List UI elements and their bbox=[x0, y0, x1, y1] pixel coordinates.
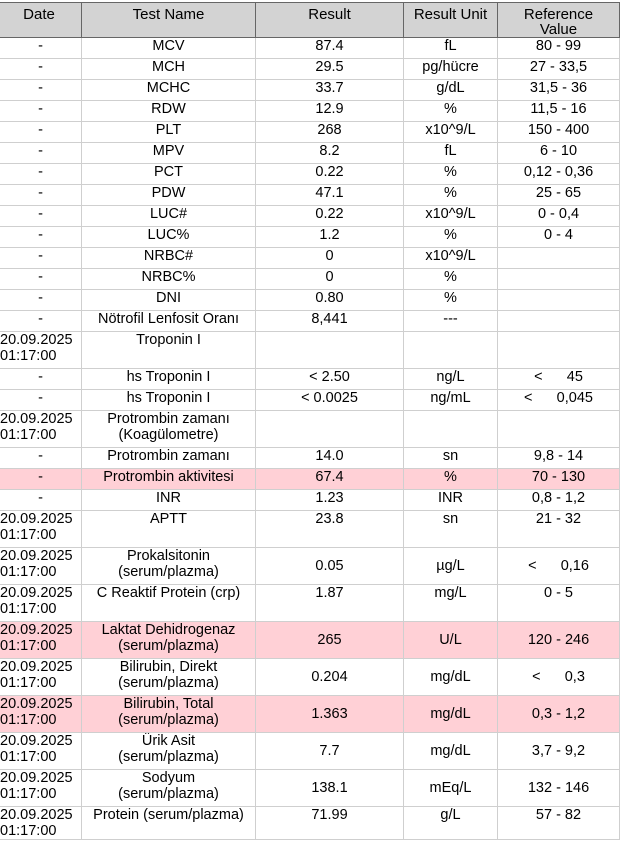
test-name-cell: PCT bbox=[82, 164, 256, 185]
test-name-cell: NRBC% bbox=[82, 269, 256, 290]
date-cell: - bbox=[0, 390, 82, 411]
table-row bbox=[0, 548, 620, 585]
table-row bbox=[0, 80, 620, 101]
table-row bbox=[0, 770, 620, 807]
date-cell: 20.09.2025 01:17:00 bbox=[0, 622, 82, 659]
date-cell: - bbox=[0, 248, 82, 269]
result-unit-cell: x10^9/L bbox=[404, 206, 498, 227]
test-name-cell: C Reaktif Protein (crp) bbox=[82, 585, 256, 622]
result-unit-cell: % bbox=[404, 469, 498, 490]
test-name-cell: PLT bbox=[82, 122, 256, 143]
test-name-cell: Ürik Asit (serum/plazma) bbox=[82, 733, 256, 770]
table-row bbox=[0, 248, 620, 269]
result-unit-cell: ng/L bbox=[404, 369, 498, 390]
reference-value-cell bbox=[498, 311, 620, 332]
result-cell: < 2.50 bbox=[256, 369, 404, 390]
reference-value-cell: < 0,045 bbox=[498, 390, 620, 411]
test-name-cell: LUC% bbox=[82, 227, 256, 248]
result-unit-cell: pg/hücre bbox=[404, 59, 498, 80]
test-name-cell: Protrombin zamanı (Koagülometre) bbox=[82, 411, 256, 448]
date-cell: - bbox=[0, 469, 82, 490]
result-unit-cell: mg/dL bbox=[404, 659, 498, 696]
date-cell: - bbox=[0, 227, 82, 248]
reference-value-cell: 0 - 4 bbox=[498, 227, 620, 248]
date-cell: - bbox=[0, 290, 82, 311]
reference-value-cell bbox=[498, 248, 620, 269]
test-name-cell: PDW bbox=[82, 185, 256, 206]
date-cell: 20.09.2025 01:17:00 bbox=[0, 411, 82, 448]
reference-value-cell: < 45 bbox=[498, 369, 620, 390]
table-row bbox=[0, 122, 620, 143]
result-unit-cell: % bbox=[404, 185, 498, 206]
result-cell: 33.7 bbox=[256, 80, 404, 101]
result-cell: 29.5 bbox=[256, 59, 404, 80]
table-row bbox=[0, 448, 620, 469]
result-cell: 1.23 bbox=[256, 490, 404, 511]
result-unit-cell: --- bbox=[404, 311, 498, 332]
test-name-cell: RDW bbox=[82, 101, 256, 122]
result-cell bbox=[256, 411, 404, 448]
result-unit-cell: mg/L bbox=[404, 585, 498, 622]
header-date: Date bbox=[0, 3, 82, 38]
test-name-cell: Bilirubin, Total (serum/plazma) bbox=[82, 696, 256, 733]
reference-value-cell: 3,7 - 9,2 bbox=[498, 733, 620, 770]
result-unit-cell: U/L bbox=[404, 622, 498, 659]
test-name-cell: LUC# bbox=[82, 206, 256, 227]
result-cell: 1.2 bbox=[256, 227, 404, 248]
result-cell: 87.4 bbox=[256, 38, 404, 59]
reference-value-cell: 0,3 - 1,2 bbox=[498, 696, 620, 733]
table-row bbox=[0, 185, 620, 206]
date-cell: - bbox=[0, 101, 82, 122]
result-cell: 0.22 bbox=[256, 206, 404, 227]
lab-results-table bbox=[0, 2, 620, 840]
table-row bbox=[0, 622, 620, 659]
reference-value-cell: 150 - 400 bbox=[498, 122, 620, 143]
result-cell: 138.1 bbox=[256, 770, 404, 807]
date-cell: 20.09.2025 01:17:00 bbox=[0, 659, 82, 696]
table-row bbox=[0, 390, 620, 411]
result-unit-cell bbox=[404, 411, 498, 448]
table-row bbox=[0, 59, 620, 80]
reference-value-cell: 27 - 33,5 bbox=[498, 59, 620, 80]
result-cell: 23.8 bbox=[256, 511, 404, 548]
reference-value-cell bbox=[498, 332, 620, 369]
date-cell: 20.09.2025 01:17:00 bbox=[0, 733, 82, 770]
result-cell: 8.2 bbox=[256, 143, 404, 164]
table-row bbox=[0, 411, 620, 448]
reference-value-cell: 31,5 - 36 bbox=[498, 80, 620, 101]
reference-value-cell: 70 - 130 bbox=[498, 469, 620, 490]
table-row bbox=[0, 290, 620, 311]
test-name-cell: Nötrofil Lenfosit Oranı bbox=[82, 311, 256, 332]
result-unit-cell: % bbox=[404, 164, 498, 185]
date-cell: - bbox=[0, 369, 82, 390]
result-unit-cell: % bbox=[404, 290, 498, 311]
header-row bbox=[0, 3, 620, 38]
result-unit-cell: mg/dL bbox=[404, 733, 498, 770]
reference-value-cell: 21 - 32 bbox=[498, 511, 620, 548]
test-name-cell: Sodyum (serum/plazma) bbox=[82, 770, 256, 807]
date-cell: - bbox=[0, 448, 82, 469]
test-name-cell: Troponin I bbox=[82, 332, 256, 369]
reference-value-cell bbox=[498, 269, 620, 290]
date-cell: - bbox=[0, 311, 82, 332]
table-row bbox=[0, 369, 620, 390]
result-unit-cell: mEq/L bbox=[404, 770, 498, 807]
test-name-cell: MCH bbox=[82, 59, 256, 80]
reference-value-cell: 0,12 - 0,36 bbox=[498, 164, 620, 185]
test-name-cell: Protrombin aktivitesi bbox=[82, 469, 256, 490]
result-cell: 0.05 bbox=[256, 548, 404, 585]
table-row bbox=[0, 164, 620, 185]
result-cell: 67.4 bbox=[256, 469, 404, 490]
date-cell: - bbox=[0, 269, 82, 290]
reference-value-cell bbox=[498, 290, 620, 311]
result-unit-cell: fL bbox=[404, 38, 498, 59]
result-unit-cell: ng/mL bbox=[404, 390, 498, 411]
table-row bbox=[0, 659, 620, 696]
reference-value-cell: 0 - 0,4 bbox=[498, 206, 620, 227]
date-cell: - bbox=[0, 185, 82, 206]
reference-value-cell bbox=[498, 411, 620, 448]
result-unit-cell: µg/L bbox=[404, 548, 498, 585]
date-cell: 20.09.2025 01:17:00 bbox=[0, 548, 82, 585]
result-cell: 265 bbox=[256, 622, 404, 659]
table-row bbox=[0, 511, 620, 548]
date-cell: - bbox=[0, 59, 82, 80]
result-unit-cell: sn bbox=[404, 511, 498, 548]
test-name-cell: Prokalsitonin (serum/plazma) bbox=[82, 548, 256, 585]
test-name-cell: NRBC# bbox=[82, 248, 256, 269]
table-row bbox=[0, 143, 620, 164]
reference-value-cell: < 0,3 bbox=[498, 659, 620, 696]
result-cell: 0.80 bbox=[256, 290, 404, 311]
reference-value-cell: 132 - 146 bbox=[498, 770, 620, 807]
test-name-cell: MCV bbox=[82, 38, 256, 59]
table-row bbox=[0, 696, 620, 733]
result-cell: 268 bbox=[256, 122, 404, 143]
result-unit-cell bbox=[404, 332, 498, 369]
date-cell: - bbox=[0, 143, 82, 164]
result-cell: 0.204 bbox=[256, 659, 404, 696]
reference-value-cell: 6 - 10 bbox=[498, 143, 620, 164]
reference-value-cell: 9,8 - 14 bbox=[498, 448, 620, 469]
result-unit-cell: INR bbox=[404, 490, 498, 511]
table-row bbox=[0, 38, 620, 59]
result-unit-cell: x10^9/L bbox=[404, 122, 498, 143]
result-cell: 1.87 bbox=[256, 585, 404, 622]
reference-value-cell: 120 - 246 bbox=[498, 622, 620, 659]
test-name-cell: Protein (serum/plazma) bbox=[82, 807, 256, 840]
result-cell: 0 bbox=[256, 269, 404, 290]
test-name-cell: hs Troponin I bbox=[82, 369, 256, 390]
result-cell: 1.363 bbox=[256, 696, 404, 733]
result-cell bbox=[256, 332, 404, 369]
test-name-cell: hs Troponin I bbox=[82, 390, 256, 411]
reference-value-cell: 57 - 82 bbox=[498, 807, 620, 840]
test-name-cell: Protrombin zamanı bbox=[82, 448, 256, 469]
result-unit-cell: % bbox=[404, 227, 498, 248]
date-cell: 20.09.2025 01:17:00 bbox=[0, 332, 82, 369]
result-cell: 7.7 bbox=[256, 733, 404, 770]
date-cell: - bbox=[0, 122, 82, 143]
result-unit-cell: % bbox=[404, 101, 498, 122]
result-unit-cell: fL bbox=[404, 143, 498, 164]
test-name-cell: Laktat Dehidrogenaz (serum/plazma) bbox=[82, 622, 256, 659]
table-row bbox=[0, 269, 620, 290]
reference-value-cell: 11,5 - 16 bbox=[498, 101, 620, 122]
table-row bbox=[0, 490, 620, 511]
header-result-unit: Result Unit bbox=[404, 3, 498, 38]
result-cell: < 0.0025 bbox=[256, 390, 404, 411]
header-result: Result bbox=[256, 3, 404, 38]
result-unit-cell: sn bbox=[404, 448, 498, 469]
date-cell: 20.09.2025 01:17:00 bbox=[0, 511, 82, 548]
header-test-name: Test Name bbox=[82, 3, 256, 38]
date-cell: - bbox=[0, 206, 82, 227]
result-cell: 12.9 bbox=[256, 101, 404, 122]
result-cell: 14.0 bbox=[256, 448, 404, 469]
result-unit-cell: g/dL bbox=[404, 80, 498, 101]
result-cell: 71.99 bbox=[256, 807, 404, 840]
table-row bbox=[0, 227, 620, 248]
table-row bbox=[0, 332, 620, 369]
date-cell: 20.09.2025 01:17:00 bbox=[0, 770, 82, 807]
result-unit-cell: g/L bbox=[404, 807, 498, 840]
date-cell: 20.09.2025 01:17:00 bbox=[0, 807, 82, 840]
result-cell: 8,441 bbox=[256, 311, 404, 332]
table-row bbox=[0, 311, 620, 332]
result-cell: 47.1 bbox=[256, 185, 404, 206]
result-cell: 0 bbox=[256, 248, 404, 269]
table-body bbox=[0, 38, 620, 840]
date-cell: 20.09.2025 01:17:00 bbox=[0, 585, 82, 622]
test-name-cell: DNI bbox=[82, 290, 256, 311]
table-row bbox=[0, 206, 620, 227]
table-row bbox=[0, 733, 620, 770]
test-name-cell: MPV bbox=[82, 143, 256, 164]
test-name-cell: INR bbox=[82, 490, 256, 511]
table-row bbox=[0, 469, 620, 490]
reference-value-cell: < 0,16 bbox=[498, 548, 620, 585]
test-name-cell: APTT bbox=[82, 511, 256, 548]
reference-value-cell: 25 - 65 bbox=[498, 185, 620, 206]
reference-value-cell: 80 - 99 bbox=[498, 38, 620, 59]
date-cell: - bbox=[0, 38, 82, 59]
test-name-cell: Bilirubin, Direkt (serum/plazma) bbox=[82, 659, 256, 696]
date-cell: - bbox=[0, 80, 82, 101]
table-row bbox=[0, 807, 620, 840]
table-header bbox=[0, 3, 620, 38]
test-name-cell: MCHC bbox=[82, 80, 256, 101]
result-cell: 0.22 bbox=[256, 164, 404, 185]
date-cell: - bbox=[0, 490, 82, 511]
date-cell: - bbox=[0, 164, 82, 185]
reference-value-cell: 0,8 - 1,2 bbox=[498, 490, 620, 511]
date-cell: 20.09.2025 01:17:00 bbox=[0, 696, 82, 733]
result-unit-cell: x10^9/L bbox=[404, 248, 498, 269]
table-row bbox=[0, 101, 620, 122]
header-reference-value: Reference Value bbox=[498, 3, 620, 38]
result-unit-cell: % bbox=[404, 269, 498, 290]
reference-value-cell: 0 - 5 bbox=[498, 585, 620, 622]
table-row bbox=[0, 585, 620, 622]
result-unit-cell: mg/dL bbox=[404, 696, 498, 733]
